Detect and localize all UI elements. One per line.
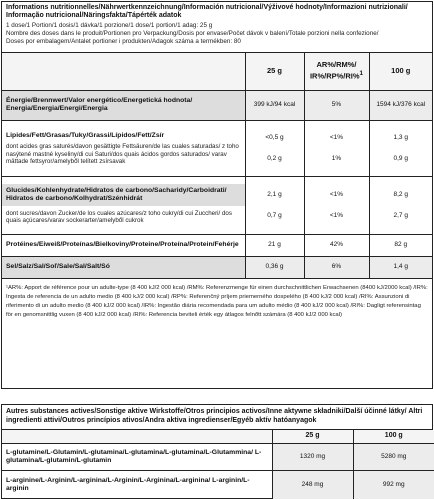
fat-ri-cell — [304, 120, 369, 176]
active-header-empty — [2, 430, 272, 444]
protein-label: Protéines/Eiweiß/Proteínas/Bielkoviny/Proteine/Proteína/Protein/Fehérje — [6, 241, 239, 249]
sugars-per100: 2,7 g — [393, 212, 408, 220]
table-row-protein — [2, 234, 432, 256]
header-ri-label: AR%/RM%/ IR%/RP%/RI% — [309, 60, 360, 81]
nutrition-column-header — [2, 52, 432, 90]
salt-ri: 6% — [304, 256, 369, 278]
nutrition-table — [2, 52, 432, 279]
header-serving: 25 g — [245, 52, 304, 90]
doses-line-2: Doses por embalagem/Antalet portioner i produkten/Adagok száma a termékben: 80 — [6, 37, 241, 45]
energy-per100: 1594 kJ/376 kcal — [369, 90, 432, 120]
active-header-per100: 100 g — [353, 430, 434, 444]
saturates-per100: 0,9 g — [393, 155, 408, 163]
arginine-per100: 992 mg — [353, 471, 434, 499]
active-column-header — [2, 430, 434, 444]
carb-serving: 2,1 g — [267, 190, 282, 198]
table-row-energy — [2, 90, 432, 120]
salt-serving: 0,36 g — [245, 256, 304, 278]
carb-serving-cell — [245, 176, 304, 234]
active-title: Autres substances actives/Sonstige aktive Wirkstoffe/Otros principios activos/Inne aktywne składniki/Další účinné látky/ Altri ingredienti attivi/Outros princípios ativos/Andra aktiva ingredienser/Egyéb aktív hatóanyagok — [2, 405, 432, 430]
energy-label: Énergie/Brennwert/Valor energético/Energetická hodnota/ Energia/Energia/Energi/Energia — [6, 97, 193, 113]
active-header-serving: 25 g — [272, 430, 353, 444]
glutamine-label: L-glutamine/L-Glutamin/L-glutamina/L-glutamina/L-glutamina/L-Glutammina/ L-glutamina/L-glutamin/L-glutamin — [2, 444, 272, 471]
row-label — [2, 90, 245, 120]
dose-line: 1 dose/1 Portion/1 dosis/1 dávka/1 porzione/1 dose/1 portion/1 adag: 25 g — [6, 22, 213, 30]
active-substances-panel — [1, 404, 433, 499]
energy-ri: 5% — [304, 90, 369, 120]
carb-per100: 8,2 g — [393, 190, 408, 198]
doses-line: Nombre des doses dans le produit/Portionen pro Verpackung/Dosis por envase/Počet dávok v balení/Totale porzioni nella confezione/ — [6, 29, 379, 37]
nutrition-title: Informations nutritionnelles/Nährwertkennzeichnung/Información nutricional/Výživové hodnoty/Informazioni nutrizionali/ Informação nutricional/Näringsfakta/Tápérték adatok — [6, 4, 408, 20]
header-per100: 100 g — [369, 52, 432, 90]
fat-serving-cell — [245, 120, 304, 176]
energy-serving: 399 kJ/94 kcal — [245, 90, 304, 120]
protein-serving: 21 g — [245, 234, 304, 256]
protein-per100: 82 g — [369, 234, 432, 256]
glutamine-serving: 1320 mg — [272, 444, 353, 471]
table-row-carbohydrate — [2, 176, 432, 234]
header-ri-sup: 1 — [359, 69, 364, 77]
carb-ri: <1% — [329, 190, 344, 198]
fat-serving: <0,5 g — [265, 133, 284, 141]
protein-label-cell — [2, 234, 245, 256]
saturates-ri: 1% — [331, 155, 342, 163]
sugars-label: dont sucres/davon Zucker/de los cuales azúcares/z toho cukry/di cui Zuccheri/ dos quais açúcares/varav sockerarter/amelyből cukrok — [6, 209, 232, 224]
carb-label: Glucides/Kohlenhydrate/Hidratos de carbono/Sacharidy/Carboidrati/ Hidratos de carbono/Kolhydrat/Szénhidrát — [2, 184, 245, 206]
header-empty — [2, 52, 245, 90]
salt-label: Sel/Salz/Sal/Soľ/Sale/Sal/Salt/Só — [6, 263, 110, 271]
nutrition-panel — [1, 1, 433, 389]
carb-per100-cell — [369, 176, 432, 234]
header-ri — [304, 52, 369, 90]
arginine-serving: 248 mg — [272, 471, 353, 499]
fat-ri: <1% — [329, 133, 344, 141]
salt-per100: 1,4 g — [369, 256, 432, 278]
table-row-glutamine — [2, 444, 434, 471]
reference-intake-footnote: ¹AR%: Apport de référence pour un adulte-type (8 400 kJ/2 000 kcal) /RM%: Referenzmenge für einen durchschnittlichen Erwachsenen (8400 kJ/2000 kcal) /IR%: Ingesta de referencia de un adulto medio (8 400 kJ/2 000 kcal) /RP%: Referenčný príjem priemerného dospelého (8 400 kJ/2 000 kcal) /RI%: Assunzioni di riferimento di un adulto medio (8 400 kJ/2 000 kcal) /IR%: Ingestão diária recomendada para um adulto médio (8 400 kJ/2 000 kcal) /RI%: Dagligt referensintag för en genomsnittlig vuxen (8 400 kJ/2 000 kcal) /RI%: Referencia beviteli érték egy átlagos felnőtt számára (8 400 kJ/2 000 kcal) — [6, 284, 428, 319]
arginine-label: L-arginine/L-Arginin/L-arginina/L-Arginin/L-Arginina/L-arginina/ L-arginin/L-arginin — [6, 476, 250, 492]
saturates-label: dont acides gras saturés/davon gesättigte Fettsäuren/de las cuales saturadas/ z toho nasýtené mastné kyseliny/di cui Saturi/dos quais ácidos gordos saturados/ varav mättade fettsyror/amelyből telített zsírsavak — [6, 143, 239, 165]
fat-label: Lipides/Fett/Grasas/Tuky/Grassi/Lípidos/Fett/Zsír — [6, 131, 165, 139]
table-row-salt — [2, 256, 432, 278]
fat-label-cell — [2, 120, 245, 176]
fat-per100-cell — [369, 120, 432, 176]
carb-label-cell — [2, 176, 245, 234]
saturates-serving: 0,2 g — [267, 155, 282, 163]
active-table — [2, 430, 434, 499]
protein-ri: 42% — [304, 234, 369, 256]
fat-per100: 1,3 g — [393, 133, 408, 141]
sugars-serving: 0,7 g — [267, 212, 282, 220]
sugars-ri: <1% — [329, 212, 344, 220]
table-row-fat — [2, 120, 432, 176]
salt-label-cell — [2, 256, 245, 278]
table-row-arginine — [2, 471, 434, 499]
glutamine-per100: 5280 mg — [353, 444, 434, 471]
carb-ri-cell — [304, 176, 369, 234]
